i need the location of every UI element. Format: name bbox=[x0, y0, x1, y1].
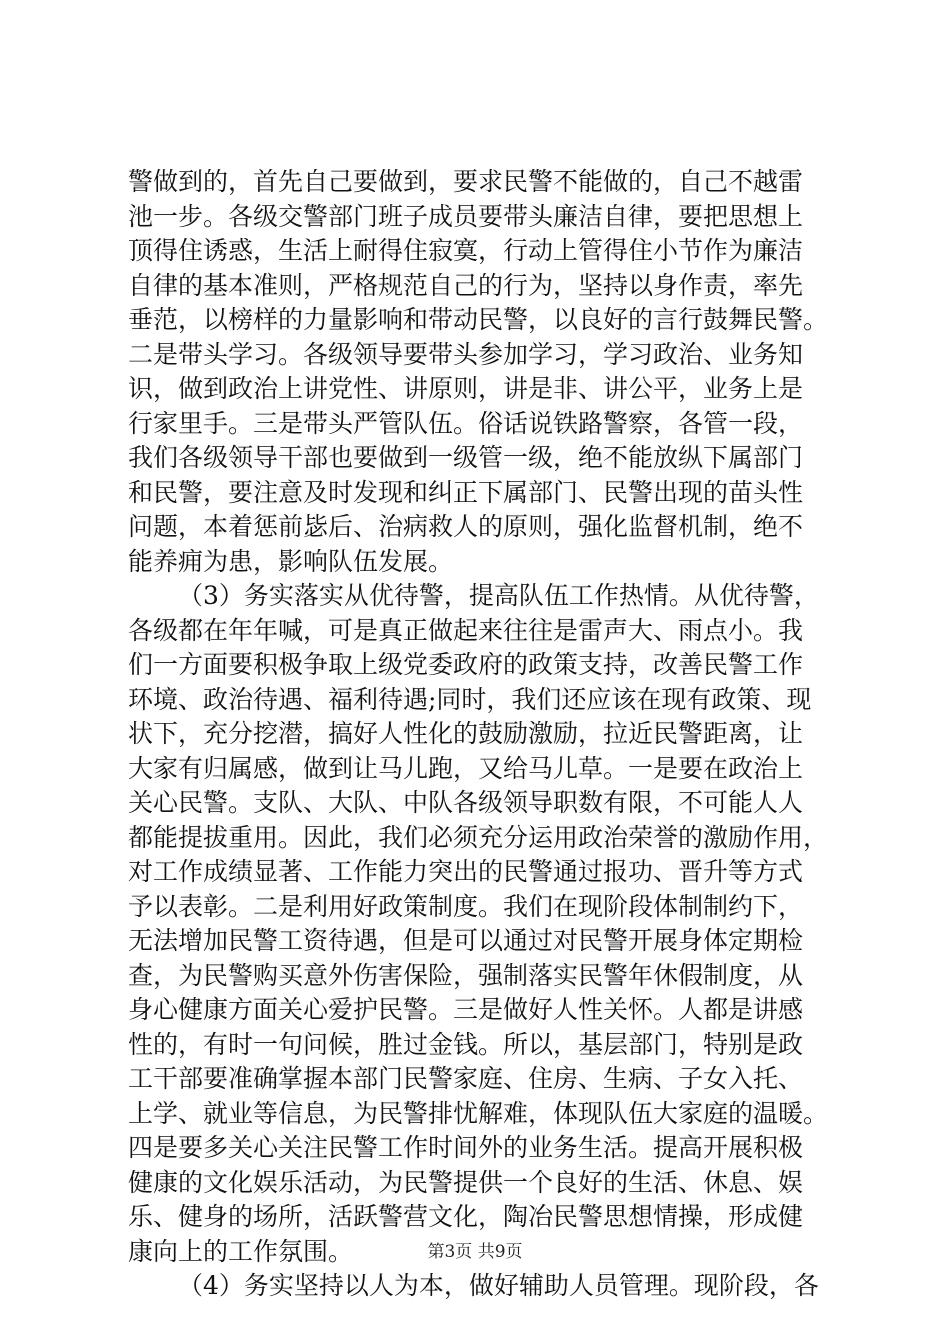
text-line: （3）务实落实从优待警，提高队伍工作热情。从优待警， bbox=[178, 581, 819, 610]
text-line: 乐、健身的场所，活跃警营文化，陶冶民警思想情操，形成健 bbox=[128, 1202, 804, 1231]
page-footer: 第3页 共9页 bbox=[427, 1242, 523, 1262]
text-line: 行家里手。三是带头严管队伍。俗话说铁路警察，各管一段， bbox=[128, 408, 804, 438]
text-line: 健康的文化娱乐活动，为民警提供一个良好的生活、休息、娱 bbox=[128, 1167, 804, 1197]
text-line: 和民警，要注意及时发现和纠正下属部门、民警出现的苗头性 bbox=[128, 477, 804, 507]
text-line: 康向上的工作氛围。 bbox=[128, 1236, 354, 1266]
text-line: 四是要多关心关注民警工作时间外的业务生活。提高开展积极 bbox=[128, 1133, 804, 1162]
text-line: 身心健康方面关心爱护民警。三是做好人性关怀。人都是讲感 bbox=[128, 995, 804, 1024]
text-line: 对工作成绩显著、工作能力突出的民警通过报功、晋升等方式 bbox=[128, 857, 804, 886]
text-line: 自律的基本准则，严格规范自己的行为，坚持以身作责，率先 bbox=[128, 270, 804, 300]
text-line: 大家有归属感，做到让马儿跑，又给马儿草。一是要在政治上 bbox=[128, 753, 804, 783]
text-line: 性的，有时一句问候，胜过金钱。所以，基层部门，特别是政 bbox=[128, 1029, 804, 1059]
text-line: 环境、政治待遇、福利待遇;同时，我们还应该在现有政策、现 bbox=[128, 684, 812, 714]
text-line: 二是带头学习。各级领导要带头参加学习，学习政治、业务知 bbox=[128, 339, 804, 369]
text-line: 关心民警。支队、大队、中队各级领导职数有限，不可能人人 bbox=[128, 788, 804, 817]
text-line: 们一方面要积极争取上级党委政府的政策支持，改善民警工作 bbox=[128, 650, 804, 679]
text-line: 各级都在年年喊，可是真正做起来往往是雷声大、雨点小。我 bbox=[128, 615, 804, 645]
text-line: 查，为民警购买意外伤害保险，强制落实民警年休假制度，从 bbox=[128, 960, 804, 990]
text-line: 垂范，以榜样的力量影响和带动民警，以良好的言行鼓舞民警。 bbox=[128, 305, 829, 334]
text-line: 都能提拔重用。因此，我们必须充分运用政治荣誉的激励作用， bbox=[128, 822, 829, 852]
text-line: 我们各级领导干部也要做到一级管一级，绝不能放纵下属部门 bbox=[128, 443, 804, 472]
text-line: 工干部要准确掌握本部门民警家庭、住房、生病、子女入托、 bbox=[128, 1064, 804, 1093]
text-line: 池一步。各级交警部门班子成员要带头廉洁自律，要把思想上 bbox=[128, 201, 804, 231]
text-line: 予以表彰。二是利用好政策制度。我们在现阶段体制制约下， bbox=[128, 891, 804, 921]
text-line: 无法增加民警工资待遇，但是可以通过对民警开展身体定期检 bbox=[128, 926, 804, 955]
text-line: 顶得住诱惑，生活上耐得住寂寞，行动上管得住小节作为廉洁 bbox=[128, 236, 804, 265]
text-line: 状下，充分挖潜，搞好人性化的鼓励激励，拉近民警距离，让 bbox=[128, 719, 804, 748]
text-line: 能养痈为患，影响队伍发展。 bbox=[128, 546, 454, 576]
text-line: 警做到的，首先自己要做到，要求民警不能做的，自己不越雷 bbox=[128, 167, 804, 196]
text-line: 问题，本着惩前毖后、治病救人的原则，强化监督机制，绝不 bbox=[128, 512, 804, 541]
text-line: 识，做到政治上讲党性、讲原则，讲是非、讲公平，业务上是 bbox=[128, 374, 804, 403]
document-body bbox=[128, 165, 868, 1304]
text-line: 上学、就业等信息，为民警排忧解难，体现队伍大家庭的温暖。 bbox=[128, 1098, 829, 1128]
text-line: （4）务实坚持以人为本，做好辅助人员管理。现阶段，各 bbox=[178, 1271, 819, 1300]
